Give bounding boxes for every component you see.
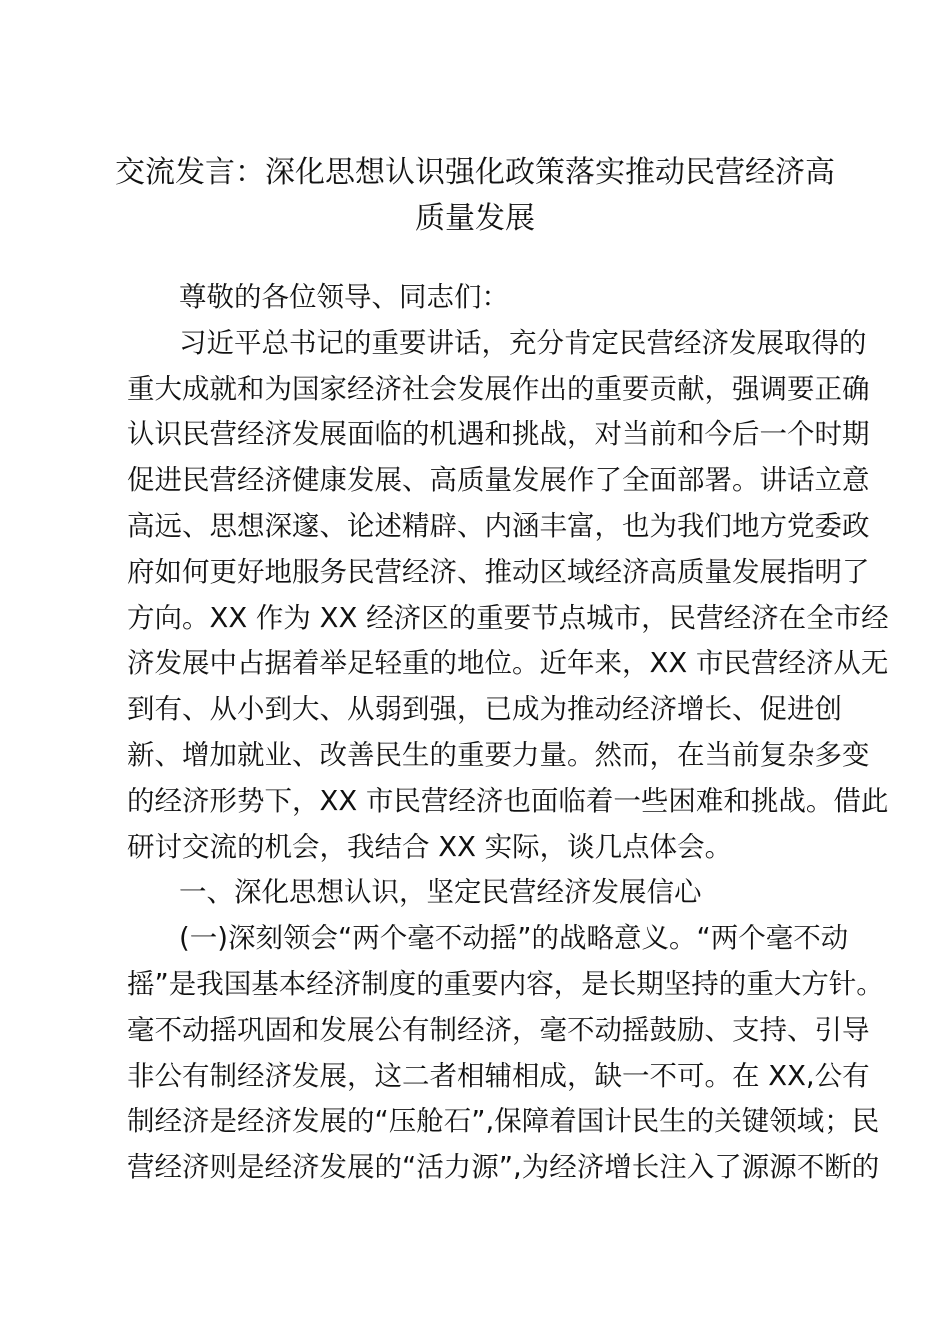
paragraph-line: 府如何更好地服务民营经济、推动区域经济高质量发展指明了 xyxy=(127,555,870,588)
section-heading: 一、深化思想认识，坚定民营经济发展信心 xyxy=(179,876,702,909)
paragraph-line: 营经济则是经济发展的“活力源”,为经济增长注入了源源不断的 xyxy=(127,1151,880,1184)
paragraph-line: 研讨交流的机会，我结合 XX 实际，谈几点体会。 xyxy=(127,830,733,863)
paragraph-line: 济发展中占据着举足轻重的地位。近年来，XX 市民营经济从无 xyxy=(127,647,889,680)
salutation: 尊敬的各位领导、同志们： xyxy=(179,281,509,313)
paragraph-line: 习近平总书记的重要讲话，充分肯定民营经济发展取得的 xyxy=(179,326,867,359)
paragraph-line: 高远、思想深邃、论述精辟、内涵丰富，也为我们地方党委政 xyxy=(127,509,870,542)
title-line-2: 质量发展 xyxy=(415,201,535,236)
paragraph-line: 非公有制经济发展，这二者相辅相成，缺一不可。在 XX,公有 xyxy=(127,1059,870,1092)
paragraph-line: 的经济形势下，XX 市民营经济也面临着一些困难和挑战。借此 xyxy=(127,784,889,817)
paragraph-line: 认识民营经济发展面临的机遇和挑战，对当前和今后一个时期 xyxy=(127,418,870,451)
paragraph-line: 重大成就和为国家经济社会发展作出的重要贡献，强调要正确 xyxy=(127,372,870,405)
paragraph-line: (一)深刻领会“两个毫不动摇”的战略意义。“两个毫不动 xyxy=(179,922,849,955)
paragraph-line: 促进民营经济健康发展、高质量发展作了全面部署。讲话立意 xyxy=(127,464,870,497)
paragraph-line: 方向。XX 作为 XX 经济区的重要节点城市，民营经济在全市经 xyxy=(127,601,889,634)
paragraph-line: 新、增加就业、改善民生的重要力量。然而，在当前复杂多变 xyxy=(127,738,870,771)
paragraph-line: 到有、从小到大、从弱到强，已成为推动经济增长、促进创 xyxy=(127,693,842,726)
paragraph-line: 毫不动摇巩固和发展公有制经济，毫不动摇鼓励、支持、引导 xyxy=(127,1013,870,1046)
paragraph-line: 摇”是我国基本经济制度的重要内容，是长期坚持的重大方针。 xyxy=(127,967,884,1000)
title-line-1: 交流发言：深化思想认识强化政策落实推动民营经济高 xyxy=(115,155,835,190)
document-body xyxy=(127,275,889,1191)
paragraph-line: 制经济是经济发展的“压舱石”,保障着国计民生的关键领域；民 xyxy=(127,1105,880,1138)
document-title xyxy=(100,150,850,242)
